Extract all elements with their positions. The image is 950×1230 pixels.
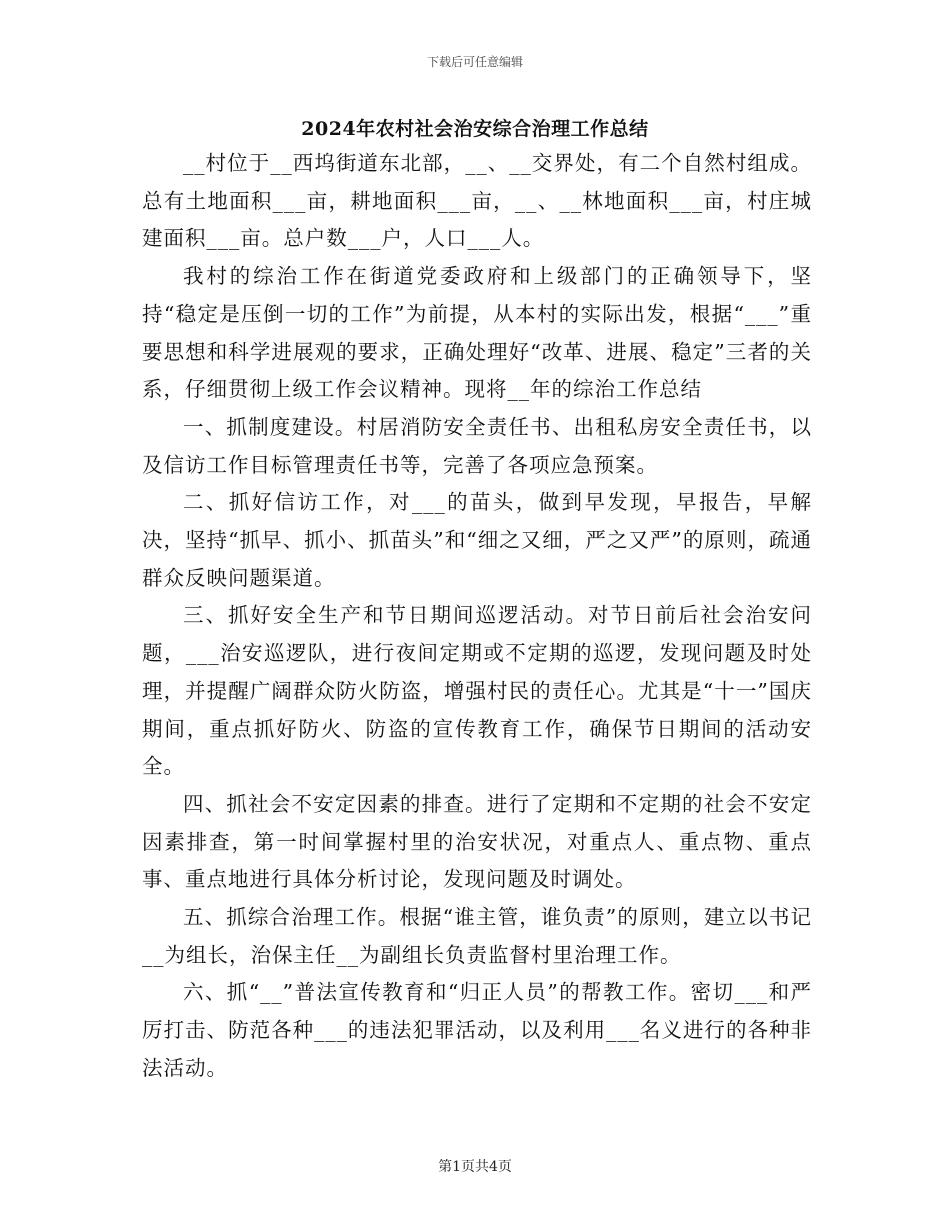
- document-title: 2024年农村社会治安综合治理工作总结: [301, 118, 649, 140]
- document-body: [142, 145, 812, 1088]
- paragraph-introduction: 我村的综治工作在街道党委政府和上级部门的正确领导下，坚持“稳定是压倒一切的工作”为前提，从本村的实际出发，根据“___”重要思想和科学进展观的要求，正确处理好“改革、进展、稳定”三者的关系，仔细贯彻上级工作会议精神。现将__年的综治工作总结: [142, 264, 812, 402]
- paragraph-section-5: 五、抓综合治理工作。根据“谁主管，谁负责”的原则，建立以书记__为组长，治保主任__为副组长负责监督村里治理工作。: [142, 905, 812, 967]
- header-note: 下载后可任意编辑: [426, 55, 523, 69]
- paragraph-section-4: 四、抓社会不安定因素的排查。进行了定期和不定期的社会不安定因素排查，第一时间掌握村里的治安状况，对重点人、重点物、重点事、重点地进行具体分析讨论，发现问题及时调处。: [142, 791, 812, 892]
- paragraph-village-overview: __村位于__西坞街道东北部，__、__交界处，有二个自然村组成。总有土地面积___亩，耕地面积___亩，__、__林地面积___亩，村庄城建面积___亩。总户数___户，人口___人。: [142, 151, 812, 251]
- paragraph-section-1: 一、抓制度建设。村居消防安全责任书、出租私房安全责任书，以及信访工作目标管理责任书等，完善了各项应急预案。: [142, 414, 812, 477]
- paragraph-section-2: 二、抓好信访工作，对___的苗头，做到早发现，早报告，早解决，坚持“抓早、抓小、抓苗头”和“细之又细，严之又严”的原则，疏通群众反映问题渠道。: [142, 490, 812, 590]
- paragraph-section-3: 三、抓好安全生产和节日期间巡逻活动。对节日前后社会治安问题，___治安巡逻队，进行夜间定期或不定期的巡逻，发现问题及时处理，并提醒广阔群众防火防盗，增强村民的责任心。尤其是“十一”国庆期间，重点抓好防火、防盗的宣传教育工作，确保节日期间的活动安全。: [142, 603, 812, 779]
- paragraph-section-6: 六、抓“__”普法宣传教育和“归正人员”的帮教工作。密切___和严厉打击、防范各种___的违法犯罪活动，以及利用___名义进行的各种非法活动。: [142, 980, 812, 1080]
- page-number: 第1页共4页: [438, 1159, 512, 1175]
